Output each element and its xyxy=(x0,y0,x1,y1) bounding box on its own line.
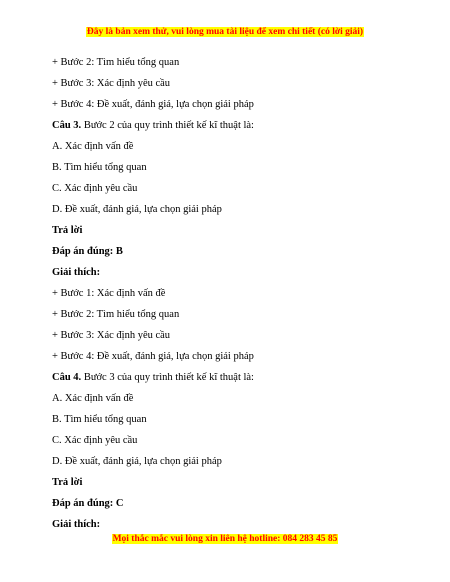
preview-banner-text: Đây là bản xem thử, vui lòng mua tài liệu để xem chi tiết (có lời giải) xyxy=(86,27,364,37)
text-line: + Bước 1: Xác định vấn đề xyxy=(52,288,166,299)
option-d: D. Đề xuất, đánh giá, lựa chọn giải pháp xyxy=(52,204,222,215)
preview-banner xyxy=(0,26,450,39)
option-b: B. Tìm hiểu tổng quan xyxy=(52,162,147,173)
text-line: + Bước 3: Xác định yêu cầu xyxy=(52,78,171,89)
text-line: + Bước 3: Xác định yêu cầu xyxy=(52,330,171,341)
text-line: + Bước 2: Tìm hiểu tổng quan xyxy=(52,309,180,320)
document-body xyxy=(52,52,430,535)
text-line: + Bước 4: Đề xuất, đánh giá, lựa chọn giải pháp xyxy=(52,99,254,110)
correct-answer: Đáp án đúng: C xyxy=(52,498,124,509)
option-c: C. Xác định yêu cầu xyxy=(52,183,138,194)
question-3: Câu 3. Bước 2 của quy trình thiết kế kĩ thuật là: xyxy=(52,120,254,131)
option-a: A. Xác định vấn đề xyxy=(52,393,134,404)
explanation-heading: Giải thích: xyxy=(52,519,101,530)
option-a: A. Xác định vấn đề xyxy=(52,141,134,152)
text-line: + Bước 2: Tìm hiểu tổng quan xyxy=(52,57,180,68)
option-d: D. Đề xuất, đánh giá, lựa chọn giải pháp xyxy=(52,456,222,467)
answer-heading: Trả lời xyxy=(52,477,83,488)
correct-answer: Đáp án đúng: B xyxy=(52,246,123,257)
answer-heading: Trả lời xyxy=(52,225,83,236)
hotline-banner xyxy=(0,533,450,546)
option-b: B. Tìm hiểu tổng quan xyxy=(52,414,147,425)
explanation-heading: Giải thích: xyxy=(52,267,101,278)
option-c: C. Xác định yêu cầu xyxy=(52,435,138,446)
text-line: + Bước 4: Đề xuất, đánh giá, lựa chọn giải pháp xyxy=(52,351,254,362)
hotline-banner-text: Mọi thắc mắc vui lòng xin liên hệ hotline: 084 283 45 85 xyxy=(112,534,338,544)
question-4: Câu 4. Bước 3 của quy trình thiết kế kĩ thuật là: xyxy=(52,372,254,383)
